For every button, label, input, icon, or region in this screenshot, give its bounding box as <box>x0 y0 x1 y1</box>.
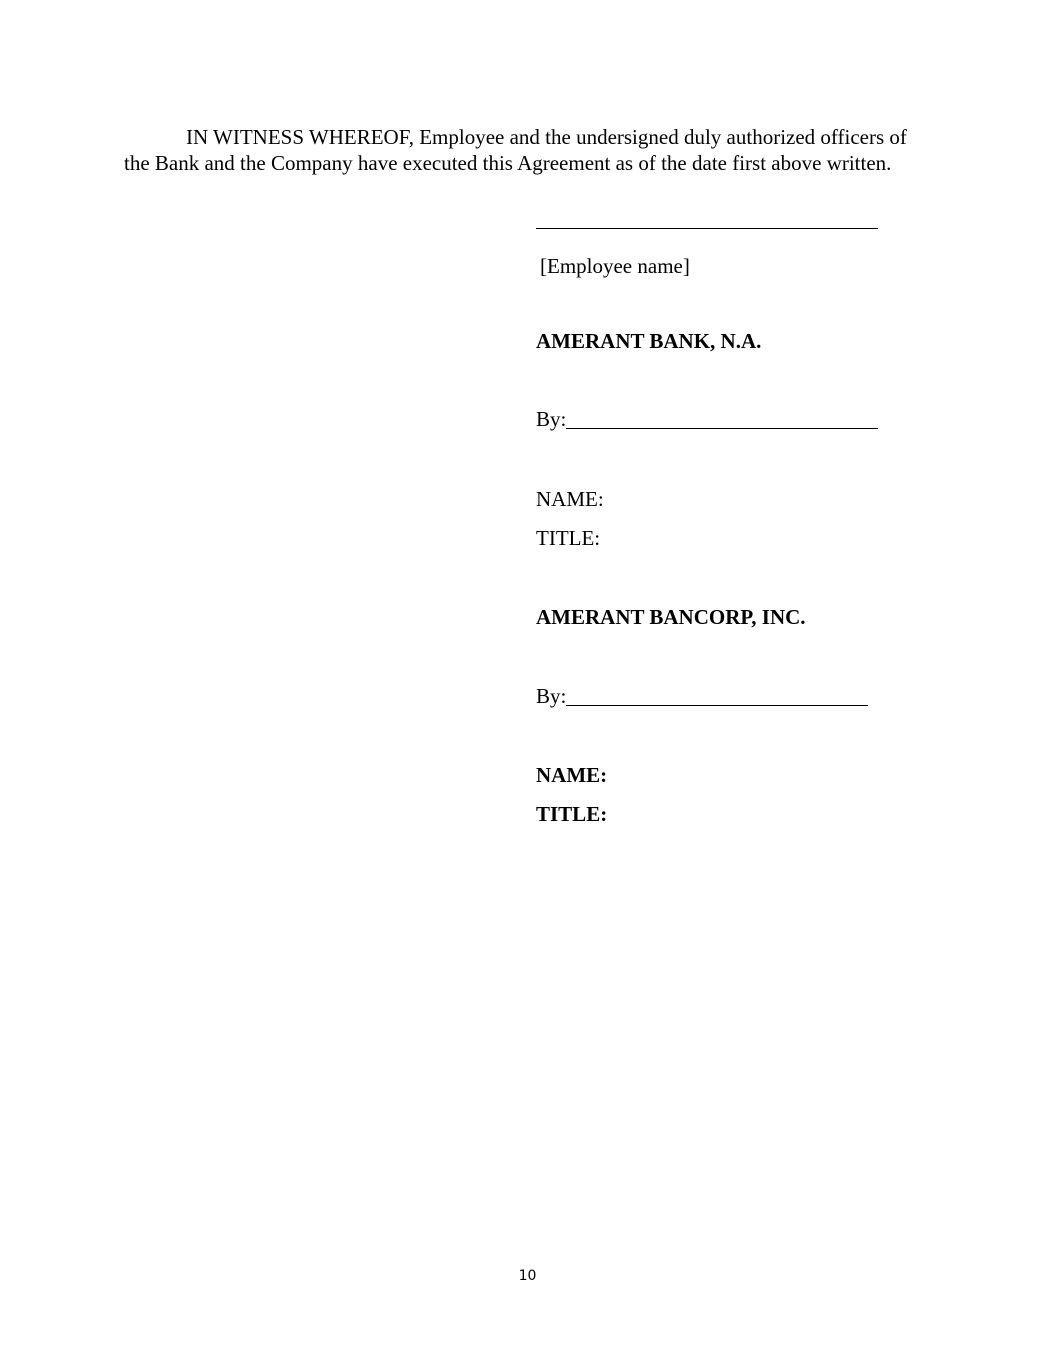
bancorp-by-label: By: <box>536 684 567 708</box>
bank-title-label: TITLE: <box>536 526 601 550</box>
bank-name-label: NAME: <box>536 487 604 511</box>
bancorp-name-label: NAME: <box>536 763 608 787</box>
page-number: 10 <box>518 1268 537 1284</box>
bancorp-entity-name: AMERANT BANCORP, INC. <box>536 605 806 629</box>
bancorp-signature-line <box>566 685 868 706</box>
employee-signature-line <box>536 228 878 229</box>
bancorp-title-label: TITLE: <box>536 802 608 826</box>
bank-signature-line <box>566 408 878 429</box>
witness-paragraph: IN WITNESS WHEREOF, Employee and the undersigned duly authorized officers of the Bank and the Company have executed this Agreement as of the date first above written. <box>124 125 907 175</box>
bank-by-label: By: <box>536 407 567 431</box>
employee-name-label: [Employee name] <box>540 254 690 278</box>
bank-entity-name: AMERANT BANK, N.A. <box>536 329 762 353</box>
bancorp-by-field <box>536 683 868 709</box>
bank-by-field <box>536 406 878 432</box>
